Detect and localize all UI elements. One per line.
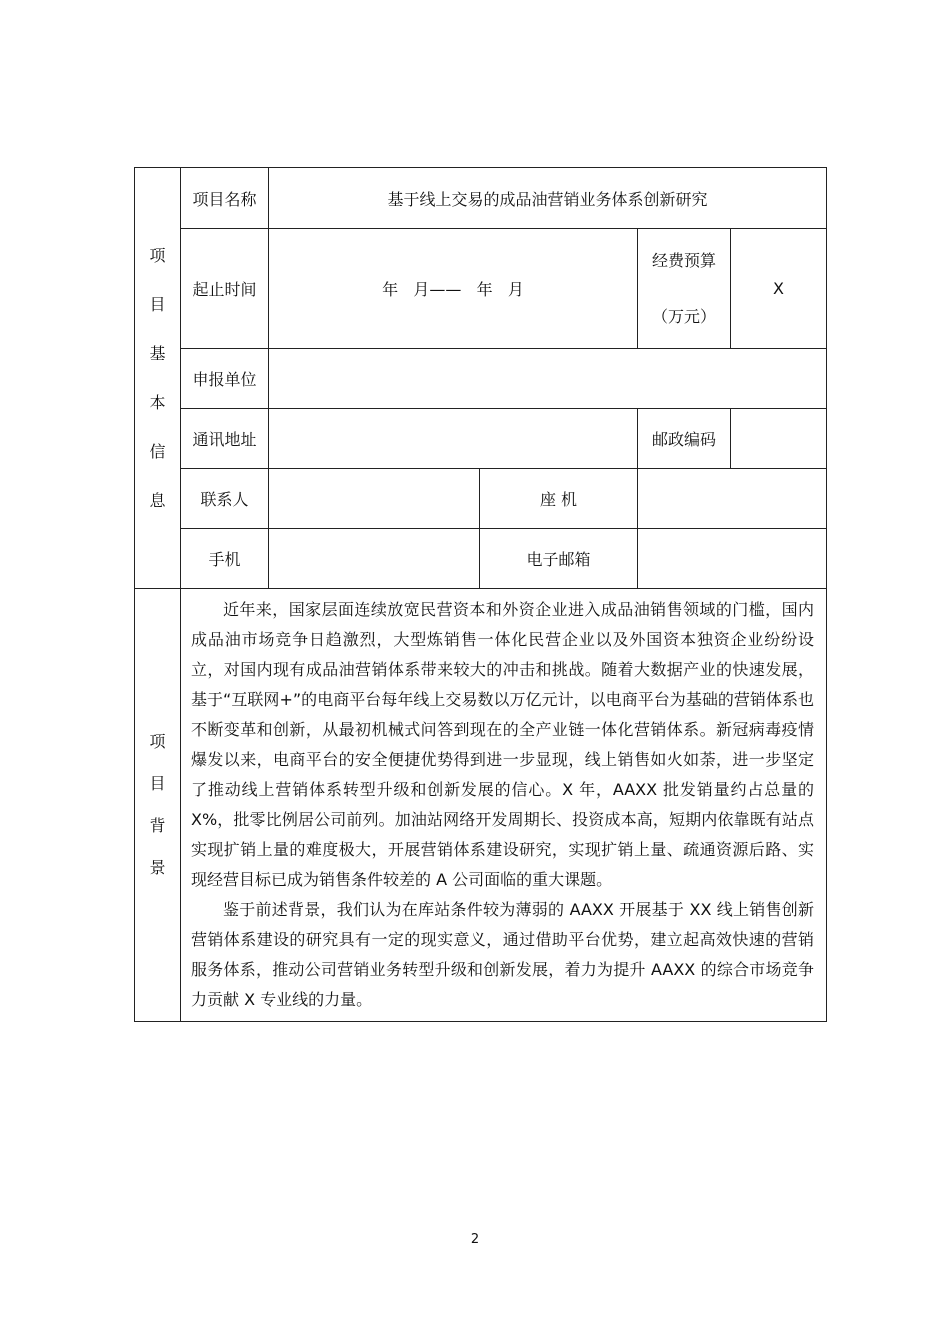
budget-label-line1: 经费预算 [651,250,716,270]
background-paragraph-2: 鉴于前述背景，我们认为在库站条件较为薄弱的 AAXX 开展基于 XX 线上销售创新营销体系建设的研究具有一定的现实意义，通过借助平台优势，建立起高效快速的营销服务体系，推动公司营销业务转型升级和创新发展，着力为提升 AAXX 的综合市场竞争力贡献 X 专业线的力量。 [191,900,815,1009]
section-char: 景 [149,858,166,877]
budget-label-line2: （万元） [651,306,716,326]
period-value: 年 月—— 年 月 [269,229,638,349]
address-value[interactable] [269,409,638,469]
page-number: 2 [470,1232,480,1247]
unit-value[interactable] [269,349,827,409]
section-char: 息 [149,491,166,510]
unit-label: 申报单位 [181,349,269,409]
section-basic-info-label [135,231,180,525]
landline-label: 座 机 [480,469,638,529]
section-basic-info [135,168,181,589]
budget-label [638,229,731,349]
section-char: 本 [149,393,166,412]
section-char: 项 [149,246,166,265]
section-char: 项 [149,732,166,751]
section-char: 目 [149,774,166,793]
mobile-label: 手机 [181,529,269,589]
background-paragraph-1: 近年来，国家层面连续放宽民营资本和外资企业进入成品油销售领域的门槛，国内成品油市场竞争日趋激烈，大型炼销售一体化民营企业以及外国资本独资企业纷纷设立，对国内现有成品油营销体系带来较大的冲击和挑战。随着大数据产业的快速发展，基于“互联网+”的电商平台每年线上交易数以万亿元计，以电商平台为基础的营销体系也不断变革和创新，从最初机械式问答到现在的全产业链一体化营销体系。新冠病毒疫情爆发以来，电商平台的安全便捷优势得到进一步显现，线上销售如火如荼，进一步坚定了推动线上营销体系转型升级和创新发展的信心。X 年，AAXX 批发销量约占总量的 X%，批零比例居公司前列。加油站网络开发周期长、投资成本高，短期内依靠既有站点实现扩销上量的难度极大，开展营销体系建设研究，实现扩销上量、疏通资源后路、实现经营目标已成为销售条件较差的 A 公司面临的重大课题。 [191,600,815,889]
period-label: 起止时间 [181,229,269,349]
contact-label: 联系人 [181,469,269,529]
postcode-value[interactable] [731,409,827,469]
email-label: 电子邮箱 [480,529,638,589]
section-char: 目 [149,295,166,314]
mobile-value[interactable] [269,529,480,589]
section-background [135,589,181,1022]
project-name-label: 项目名称 [181,168,269,229]
section-char: 背 [149,816,166,835]
email-value[interactable] [638,529,827,589]
section-background-label [135,721,180,889]
contact-value[interactable] [269,469,480,529]
postcode-label: 邮政编码 [638,409,731,469]
budget-value: X [731,229,827,349]
project-name-value: 基于线上交易的成品油营销业务体系创新研究 [269,168,827,229]
background-text [181,589,827,1022]
landline-value[interactable] [638,469,827,529]
address-label: 通讯地址 [181,409,269,469]
section-char: 信 [149,442,166,461]
section-char: 基 [149,344,166,363]
project-info-table [134,167,827,1022]
